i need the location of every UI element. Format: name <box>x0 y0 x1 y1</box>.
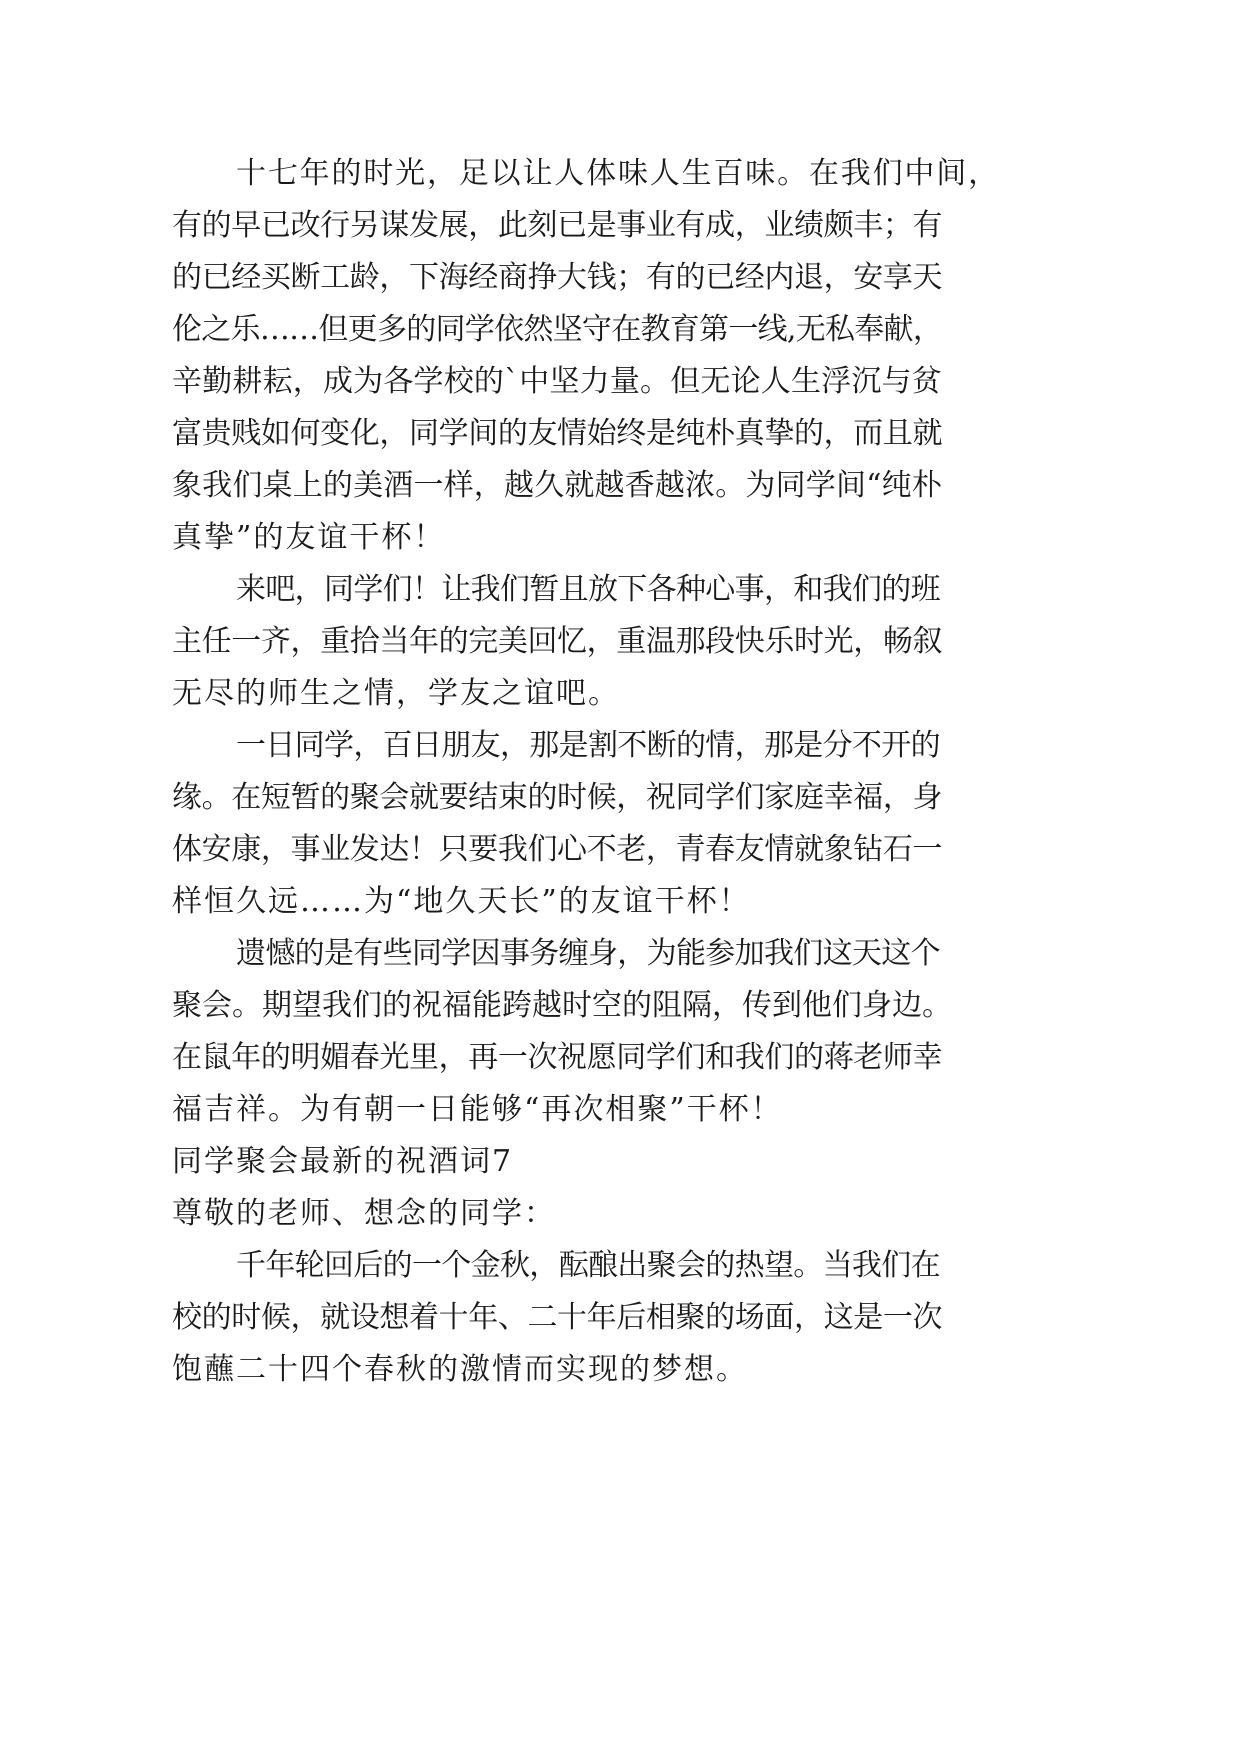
text-line <box>0 616 1241 668</box>
text-line <box>0 876 1241 928</box>
text-line-content: 伦之乐……但更多的同学依然坚守在教育第一线,无私奉献， <box>172 312 943 347</box>
text-line-content: 缘。在短暂的聚会就要结束的时候，祝同学们家庭幸福，身 <box>172 780 943 815</box>
text-line-content: 样恒久远……为“地久天长”的友谊干杯！ <box>172 884 751 919</box>
text-line-content: 辛勤耕耘，成为各学校的`中坚力量。但无论人生浮沉与贫 <box>172 364 942 399</box>
text-line-content: 同学聚会最新的祝酒词7 <box>172 1144 514 1179</box>
text-line <box>0 980 1241 1032</box>
text-line-content: 一日同学，百日朋友，那是割不断的情，那是分不开的 <box>236 728 940 763</box>
text-line <box>0 304 1241 356</box>
text-line <box>0 408 1241 460</box>
text-line-content: 在鼠年的明媚春光里，再一次祝愿同学们和我们的蒋老师幸 <box>172 1040 943 1075</box>
text-line <box>0 1344 1241 1396</box>
text-line-content: 尊敬的老师、想念的同学： <box>172 1196 556 1231</box>
text-line-content: 富贵贱如何变化，同学间的友情始终是纯朴真挚的，而且就 <box>172 416 943 451</box>
text-line <box>0 1032 1241 1084</box>
text-line <box>0 252 1241 304</box>
text-line <box>0 1188 1241 1240</box>
text-line-content: 来吧，同学们！让我们暂且放下各种心事，和我们的班 <box>236 572 940 607</box>
text-line <box>0 772 1241 824</box>
text-line <box>0 200 1241 252</box>
text-line <box>0 668 1241 720</box>
text-line-content: 无尽的师生之情，学友之谊吧。 <box>172 676 620 711</box>
text-line-content: 十七年的时光，足以让人体味人生百味。在我们中间， <box>236 156 1000 191</box>
text-line <box>0 148 1241 200</box>
text-line <box>0 1136 1241 1188</box>
text-line-content: 饱蘸二十四个春秋的激情而实现的梦想。 <box>172 1352 748 1387</box>
text-line <box>0 460 1241 512</box>
text-line-content: 聚会。期望我们的祝福能跨越时空的阻隔，传到他们身边。 <box>172 988 952 1023</box>
text-line-content: 千年轮回后的一个金秋，酝酿出聚会的热望。当我们在 <box>236 1248 940 1283</box>
text-line <box>0 824 1241 876</box>
text-line-content: 主任一齐，重拾当年的完美回忆，重温那段快乐时光，畅叙 <box>172 624 943 659</box>
text-line-content: 福吉祥。为有朝一日能够“再次相聚”干杯！ <box>172 1092 783 1127</box>
text-line-content: 真挚”的友谊干杯！ <box>172 520 446 555</box>
text-line-content: 有的早已改行另谋发展，此刻已是事业有成，业绩颇丰；有 <box>172 208 943 243</box>
text-line <box>0 928 1241 980</box>
text-line-content: 遗憾的是有些同学因事务缠身，为能参加我们这天这个 <box>236 936 940 971</box>
text-line <box>0 720 1241 772</box>
text-line-content: 校的时候，就设想着十年、二十年后相聚的场面，这是一次 <box>172 1300 943 1335</box>
text-line <box>0 564 1241 616</box>
text-line <box>0 1240 1241 1292</box>
text-line-content: 体安康，事业发达！只要我们心不老，青春友情就象钻石一 <box>172 832 943 867</box>
text-line <box>0 512 1241 564</box>
text-line <box>0 1292 1241 1344</box>
text-line-content: 象我们桌上的美酒一样，越久就越香越浓。为同学间“纯朴 <box>172 468 943 503</box>
text-line <box>0 1084 1241 1136</box>
text-line <box>0 356 1241 408</box>
text-line-content: 的已经买断工龄，下海经商挣大钱；有的已经内退，安享天 <box>172 260 943 295</box>
